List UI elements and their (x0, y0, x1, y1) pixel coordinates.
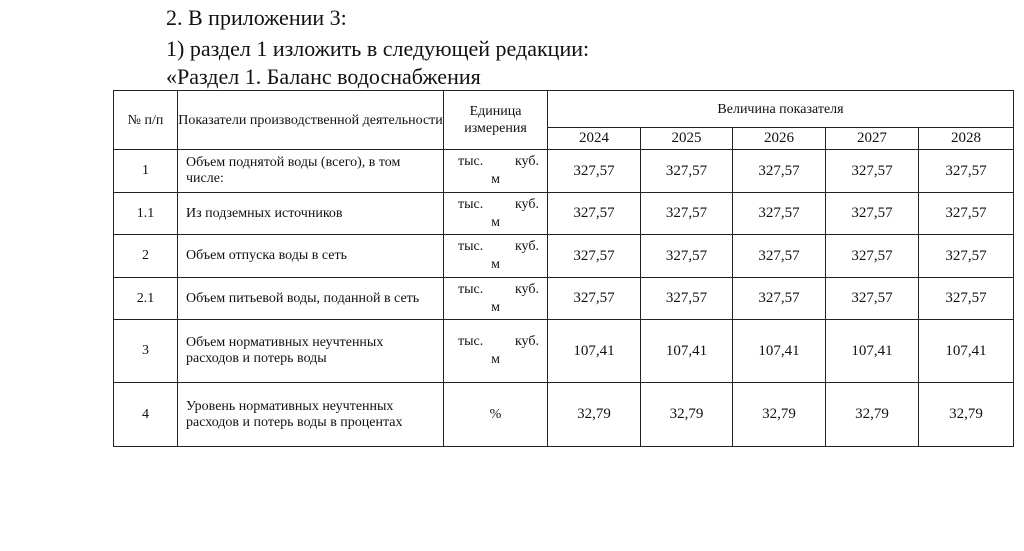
header-year: 2026 (733, 128, 826, 150)
row-value: 327,57 (548, 278, 641, 320)
unit-text: тыс. куб. (458, 334, 539, 349)
unit-text: м (491, 257, 500, 272)
row-value: 327,57 (733, 193, 826, 235)
row-num: 1 (114, 150, 178, 193)
row-indicator: Объем питьевой воды, поданной в сеть (178, 278, 444, 320)
row-value: 32,79 (548, 383, 641, 447)
row-value: 327,57 (548, 150, 641, 193)
row-value: 327,57 (826, 235, 919, 278)
header-year: 2024 (548, 128, 641, 150)
row-num: 3 (114, 320, 178, 383)
unit-text: м (491, 214, 500, 230)
row-value: 327,57 (548, 235, 641, 278)
section-title: «Раздел 1. Баланс водоснабжения (166, 64, 481, 89)
water-balance-table (113, 90, 1014, 447)
row-indicator: Уровень нормативных неучтенных расходов и потерь воды в процентах (178, 383, 444, 447)
row-unit (444, 235, 548, 278)
header-year: 2028 (919, 128, 1014, 150)
document-line-item: 2. В приложении 3: (166, 5, 347, 30)
row-value: 327,57 (641, 278, 733, 320)
row-value: 327,57 (733, 278, 826, 320)
row-indicator: Объем поднятой воды (всего), в том числе: (178, 150, 444, 193)
row-unit (444, 193, 548, 235)
row-value: 107,41 (826, 320, 919, 383)
header-unit: Единица измерения (444, 91, 548, 150)
row-value: 32,79 (733, 383, 826, 447)
row-num: 2.1 (114, 278, 178, 320)
row-num: 2 (114, 235, 178, 278)
row-value: 32,79 (826, 383, 919, 447)
row-value: 107,41 (548, 320, 641, 383)
unit-text: м (491, 172, 500, 187)
table-row (114, 235, 1014, 278)
row-unit (444, 383, 548, 447)
row-indicator: Из подземных источников (178, 193, 444, 235)
header-value: Величина показателя (548, 91, 1014, 128)
row-value: 327,57 (826, 193, 919, 235)
row-value: 327,57 (641, 150, 733, 193)
row-value: 327,57 (733, 235, 826, 278)
unit-text: м (491, 352, 500, 367)
unit-text: тыс. куб. (458, 196, 539, 212)
row-value: 107,41 (919, 320, 1014, 383)
row-value: 327,57 (826, 278, 919, 320)
table-row (114, 278, 1014, 320)
row-unit (444, 150, 548, 193)
header-year: 2025 (641, 128, 733, 150)
row-value: 327,57 (919, 150, 1014, 193)
row-value: 107,41 (733, 320, 826, 383)
row-value: 327,57 (641, 193, 733, 235)
row-unit (444, 320, 548, 383)
row-value: 107,41 (641, 320, 733, 383)
row-value: 32,79 (919, 383, 1014, 447)
row-indicator: Объем нормативных неучтенных расходов и потерь воды (178, 320, 444, 383)
row-num: 1.1 (114, 193, 178, 235)
row-value: 327,57 (919, 235, 1014, 278)
row-value: 327,57 (919, 278, 1014, 320)
row-indicator: Объем отпуска воды в сеть (178, 235, 444, 278)
unit-text: % (489, 406, 502, 422)
row-value: 32,79 (641, 383, 733, 447)
header-num: № п/п (114, 91, 178, 150)
unit-text: тыс. куб. (458, 281, 539, 297)
row-num: 4 (114, 383, 178, 447)
row-value: 327,57 (733, 150, 826, 193)
table-row (114, 150, 1014, 193)
unit-text: тыс. куб. (458, 154, 539, 169)
row-value: 327,57 (548, 193, 641, 235)
row-value: 327,57 (641, 235, 733, 278)
row-unit (444, 278, 548, 320)
table-row (114, 383, 1014, 447)
row-value: 327,57 (919, 193, 1014, 235)
unit-text: тыс. куб. (458, 239, 539, 254)
document-line-subitem: 1) раздел 1 изложить в следующей редакции: (166, 36, 590, 61)
header-year: 2027 (826, 128, 919, 150)
header-indicator: Показатели производственной деятельности (178, 91, 444, 150)
unit-text: м (491, 299, 500, 315)
row-value: 327,57 (826, 150, 919, 193)
table-row (114, 320, 1014, 383)
table-row (114, 193, 1014, 235)
